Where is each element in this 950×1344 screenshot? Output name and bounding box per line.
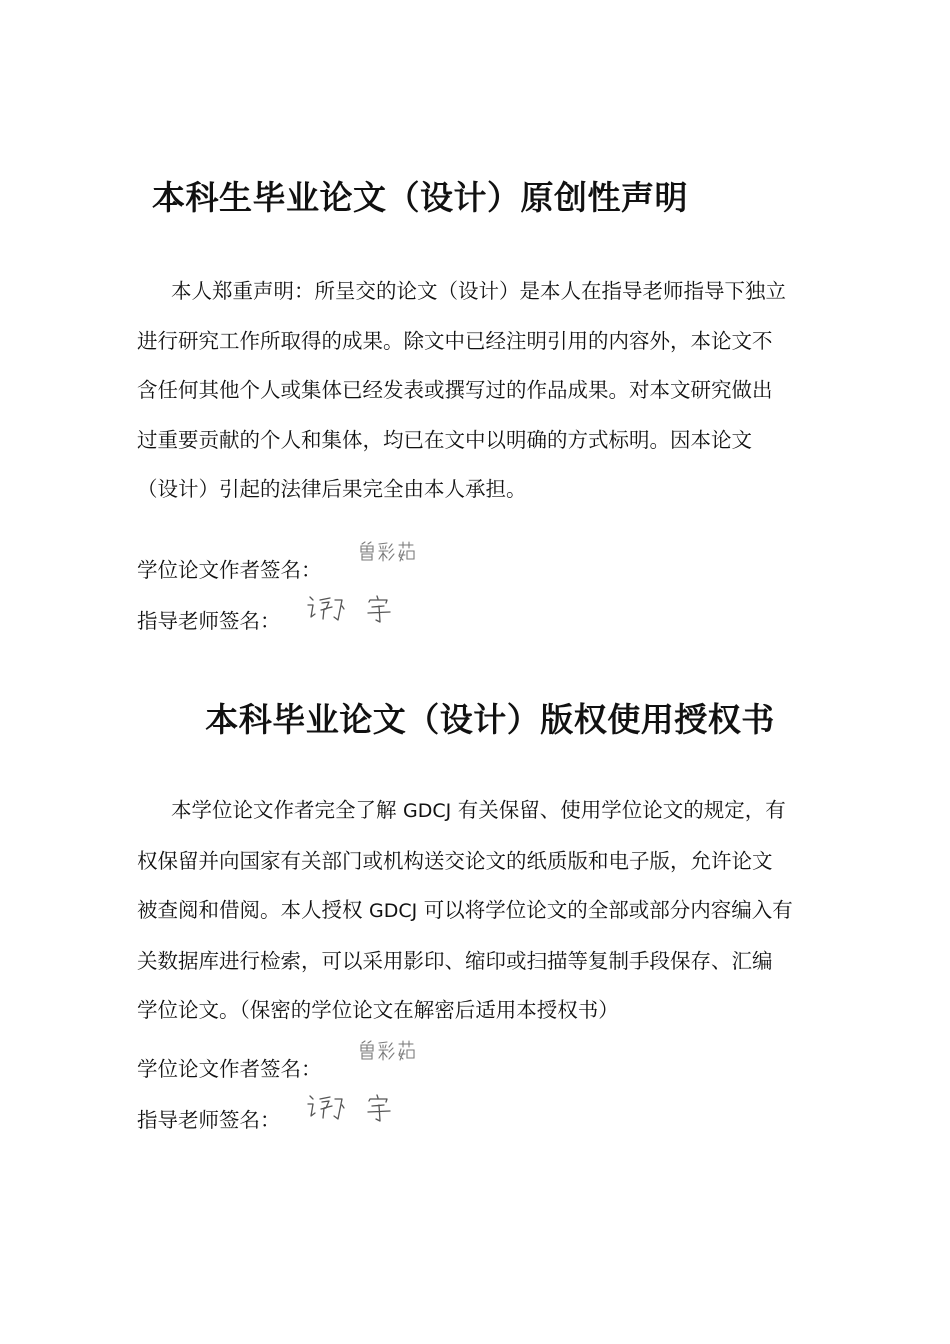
declaration-body <box>137 267 853 515</box>
declaration-author-signature <box>357 538 423 566</box>
authorization-title: 本科毕业论文（设计）版权使用授权书 <box>205 700 775 739</box>
institution-code: GDCJ <box>403 800 452 822</box>
authorization-line <box>137 886 853 937</box>
authorization-text: 有关保留、使用学位论文的规定，有 <box>451 798 786 822</box>
authorization-text: 被查阅和借阅。本人授权 <box>137 898 370 922</box>
authorization-line: 关数据库进行检索，可以采用影印、缩印或扫描等复制手段保存、汇编 <box>137 948 773 973</box>
declaration-line: （设计）引起的法律后果完全由本人承担。 <box>137 477 527 501</box>
authorization-line: 学位论文。（保密的学位论文在解密后适用本授权书） <box>137 998 619 1022</box>
authorization-body <box>137 786 853 1036</box>
authorization-advisor-signature <box>302 1091 402 1127</box>
declaration-line: 进行研究工作所取得的成果。除文中已经注明引用的内容外，本论文不 <box>137 328 773 353</box>
declaration-line: 含任何其他个人或集体已经发表或撰写过的作品成果。对本文研究做出 <box>137 378 773 402</box>
authorization-line <box>137 786 853 837</box>
authorization-line: 权保留并向国家有关部门或机构送交论文的纸质版和电子版，允许论文 <box>137 848 773 873</box>
declaration-line: 本人郑重声明：所呈交的论文（设计）是本人在指导老师指导下独立 <box>171 279 786 303</box>
authorization-author-signature <box>357 1037 423 1065</box>
declaration-advisor-signature-label: 指导老师签名： <box>137 609 281 633</box>
authorization-text: 本学位论文作者完全了解 <box>171 798 404 822</box>
declaration-title: 本科生毕业论文（设计）原创性声明 <box>152 178 688 217</box>
institution-code: GDCJ <box>369 900 418 922</box>
authorization-author-signature-label: 学位论文作者签名： <box>137 1057 322 1081</box>
declaration-author-signature-label: 学位论文作者签名： <box>137 558 322 582</box>
declaration-line: 过重要贡献的个人和集体，均已在文中以明确的方式标明。因本论文 <box>137 427 752 452</box>
declaration-advisor-signature <box>302 592 402 628</box>
authorization-text: 可以将学位论文的全部或部分内容编入有 <box>417 898 793 922</box>
authorization-advisor-signature-label: 指导老师签名： <box>137 1108 281 1132</box>
